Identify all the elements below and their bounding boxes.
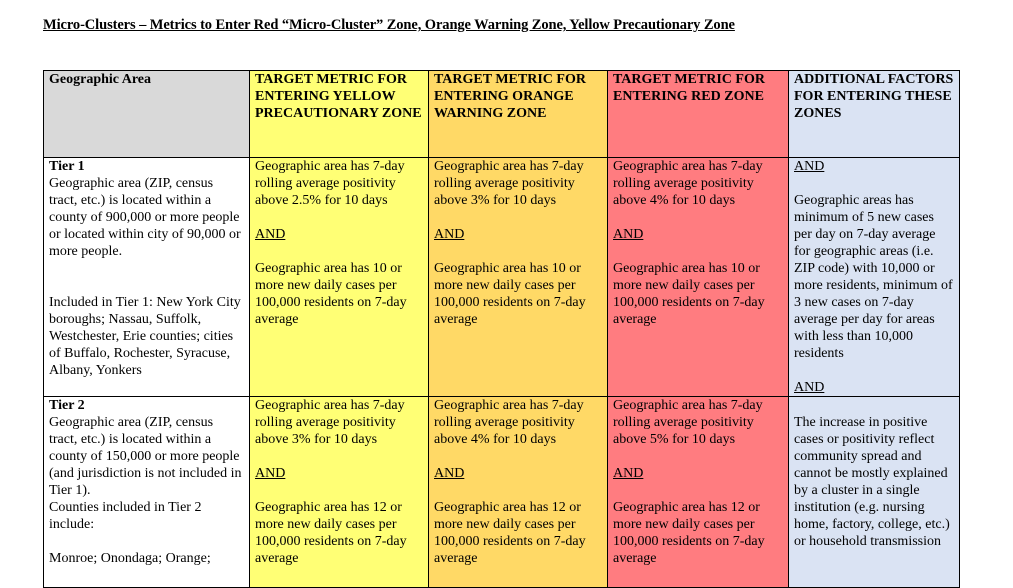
header-red-metric: TARGET METRIC FOR ENTERING RED ZONE [608,71,789,158]
tier1-yellow-cases: Geographic area has 10 or more new daily cases per 100,000 residents on 7-day average [255,261,407,327]
tier1-additional-cell [789,158,960,397]
and-label: AND [255,227,286,242]
tier2-title: Tier 2 [49,398,85,413]
tier1-orange-positivity: Geographic area has 7-day rolling average positivity above 3% for 10 days [434,159,584,208]
and-label: AND [255,466,286,481]
header-yellow-metric: TARGET METRIC FOR ENTERING YELLOW PRECAUTIONARY ZONE [250,71,429,158]
tier1-orange-cases: Geographic area has 10 or more new daily cases per 100,000 residents on 7-day average [434,261,586,327]
header-additional-factors: ADDITIONAL FACTORS FOR ENTERING THESE ZONES [789,71,960,158]
header-orange-metric: TARGET METRIC FOR ENTERING ORANGE WARNING ZONE [429,71,608,158]
tier2-additional: The increase in positive cases or positivity reflect community spread and cannot be mostly explained by a cluster in a single institution (e.g. nursing home, factory, college, etc.) or household transmission [794,415,950,549]
tier1-geographic-cell [44,158,250,397]
tier2-yellow-positivity: Geographic area has 7-day rolling average positivity above 3% for 10 days [255,398,405,447]
tier1-description: Geographic area (ZIP, census tract, etc.) is located within a county of 900,000 or more people or located within city of 90,000 or more people. [49,176,241,259]
document-title: Micro-Clusters – Metrics to Enter Red “Micro-Cluster” Zone, Orange Warning Zone, Yellow Precautionary Zone [43,17,735,33]
tier1-orange-cell [429,158,608,397]
and-label: AND [434,466,465,481]
tier2-yellow-cases: Geographic area has 12 or more new daily cases per 100,000 residents on 7-day average [255,500,407,566]
tier2-geographic-cell [44,397,250,588]
tier2-included-list: Monroe; Onondaga; Orange; [49,551,211,566]
and-label: AND [613,227,644,242]
and-label: AND [794,159,825,174]
tier2-additional-cell [789,397,960,588]
tier2-orange-cases: Geographic area has 12 or more new daily cases per 100,000 residents on 7-day average [434,500,586,566]
tier2-red-cases: Geographic area has 12 or more new daily cases per 100,000 residents on 7-day average [613,500,765,566]
tier1-additional: Geographic areas has minimum of 5 new cases per day on 7-day average for geographic areas (i.e. ZIP code) with 10,000 or more residents, minimum of 3 new cases on 7-day average per day for areas with less than 10,000 residents [794,193,953,361]
tier1-red-cases: Geographic area has 10 or more new daily cases per 100,000 residents on 7-day average [613,261,765,327]
tier2-description: Geographic area (ZIP, census tract, etc.) is located within a county of 150,000 or more people (and jurisdiction is not included in Tier 1). [49,415,242,498]
and-label: AND [613,466,644,481]
tier1-yellow-cell [250,158,429,397]
tier2-included-intro: Counties included in Tier 2 include: [49,500,202,532]
tier2-yellow-cell [250,397,429,588]
metrics-table [43,70,960,588]
tier1-red-positivity: Geographic area has 7-day rolling average positivity above 4% for 10 days [613,159,763,208]
table-row-tier-2 [44,397,960,588]
and-label: AND [434,227,465,242]
tier2-red-positivity: Geographic area has 7-day rolling average positivity above 5% for 10 days [613,398,763,447]
header-row [44,71,960,158]
tier1-yellow-positivity: Geographic area has 7-day rolling average positivity above 2.5% for 10 days [255,159,405,208]
tier1-title: Tier 1 [49,159,85,174]
table-row-tier-1 [44,158,960,397]
tier2-orange-cell [429,397,608,588]
tier2-orange-positivity: Geographic area has 7-day rolling average positivity above 4% for 10 days [434,398,584,447]
tier1-red-cell [608,158,789,397]
and-label: AND [794,380,825,395]
tier1-included: Included in Tier 1: New York City boroughs; Nassau, Suffolk, Westchester, Erie counties; cities of Buffalo, Rochester, Syracuse, Albany, Yonkers [49,295,241,378]
header-geographic-area: Geographic Area [44,71,250,158]
tier2-red-cell [608,397,789,588]
